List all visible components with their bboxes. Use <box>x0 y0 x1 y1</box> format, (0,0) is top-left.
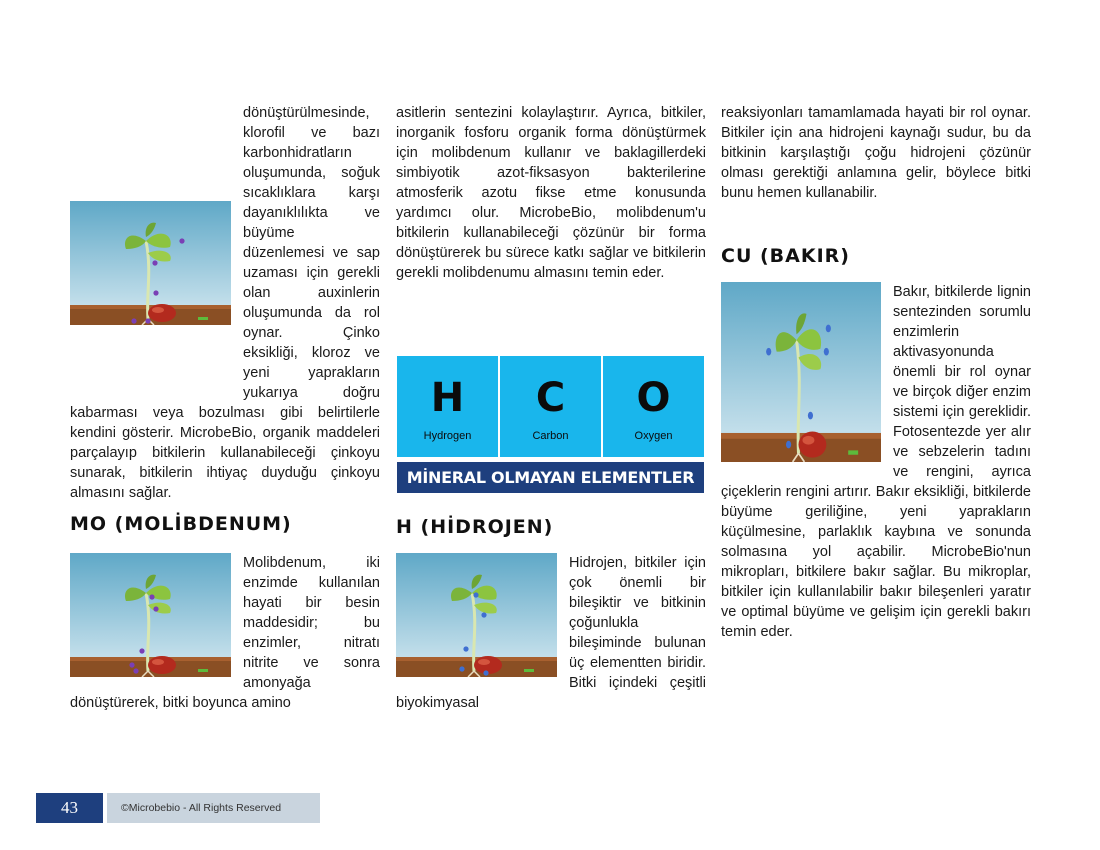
element-tile <box>603 356 704 457</box>
nutrient-dot <box>459 666 464 671</box>
nutrient-dot <box>766 348 771 356</box>
non-mineral-banner: MİNERAL OLMAYAN ELEMENTLER <box>397 462 704 493</box>
element-tile <box>500 356 601 457</box>
nutrient-dot <box>473 592 478 597</box>
nutrient-dot <box>152 260 157 265</box>
element-name: Hydrogen <box>423 430 472 442</box>
zn-text-lead: dönüştürülmesinde, klorofil ve bazı karbonhidratların oluşumunda, soğuk sıcaklıklara karşı dayanıklılıkta ve büyüme düzenlemesi ve sap uzaması için gerekli olan auxinlerin oluşumunda da rol oynar. Çinko eksikliği, kloroz ve yeni yaprakların yukarıya doğru kabarması veya bozulması gibi belirtilerle kendini gösterir. MicrobeBio, organik maddeleri parçalayıp bitkilerin kullanabileceği çinkoyu sunarak, bitkilerin ihtiyaç duyduğu çinkoyu almasını sağlar. <box>70 105 380 501</box>
nutrient-dot <box>139 648 144 653</box>
plant-image-h <box>396 553 557 677</box>
cu-text: Bakır, bitkilerde lignin sentezinden sorumlu enzimlerin aktivasyonunda önemli bir rol oynar ve birçok diğer enzim sistemi için gereklidir. Fotosentezde yer alır ve sebzelerin tadını ve rengini, ayrıca çiçeklerin rengini artırır. Bakır eksikliği, bitkilerde büyüme geriliğine, yeni yaprakların küçülmesine, parlaklık kaybına ve sonunda solmasına yol açabilir. MicrobeBio'nun mikropları, bitkilere bakır sağlar. Bu mikroplar, bitkiler için kullanılabilir bakır bileşenleri yaratır ve optimal büyüme ve gelişim için gerekli bakırı temin eder. <box>721 284 1031 640</box>
element-name: Oxygen <box>634 430 673 442</box>
h-text: Hidrojen, bitkiler için çok önemli bir bileşiktir ve bitkinin çoğunlukla bileşiminde bulunan üç elementten biridir. Bitki içindeki çeşitli biyokimyasal <box>396 555 706 711</box>
nutrient-dot <box>483 670 488 675</box>
nutrient-dot <box>179 238 184 243</box>
nutrient-dot <box>463 646 468 651</box>
element-tiles <box>397 356 704 493</box>
mo-text: Molibdenum, iki enzimde kullanılan hayati bir besin maddesidir; bu enzimler, nitratı nitrite ve sonra amonyağa dönüştürerek, bitki boyunca amino <box>70 555 380 711</box>
plant-image-cu <box>721 282 881 462</box>
nutrient-dot <box>786 441 791 449</box>
plant-image-zn <box>70 201 231 325</box>
plant-illustration <box>721 282 881 462</box>
section-heading-cu: CU (BAKIR) <box>721 245 850 267</box>
page-number: 43 <box>36 793 103 823</box>
nutrient-dot <box>808 412 813 420</box>
mo-text-continued: asitlerin sentezini kolaylaştırır. Ayrıca, bitkiler, inorganik fosforu organik forma dönüştürmek için molibdenum kullanır ve baklagillerdeki simbiyotik azot-fiksasyon bakterilerine atmosferik azotu fikse etme konusunda yardımcı olur. MicrobeBio, molibdenum'u bitkilerin kullanabileceği çözünür bir forma dönüştürerek bu sürece katkı sağlar ve bitkilerin gerekli molibdenumu almasını temin eder. <box>396 105 706 281</box>
element-symbol: O <box>636 375 671 421</box>
element-symbol: C <box>535 375 566 421</box>
nutrient-dot <box>133 668 138 673</box>
nutrient-dot <box>824 348 829 356</box>
element-name: Carbon <box>532 430 569 442</box>
copyright-footer: ©Microbebio - All Rights Reserved <box>107 793 320 823</box>
plant-illustration <box>70 201 231 325</box>
mo-section <box>70 553 380 713</box>
nutrient-dot <box>145 318 150 323</box>
nutrient-dot <box>153 606 158 611</box>
column-middle <box>396 103 706 283</box>
section-heading-h: H (HİDROJEN) <box>396 516 554 538</box>
cu-section <box>721 282 1031 642</box>
h-section <box>396 553 706 713</box>
nutrient-dot <box>826 325 831 333</box>
plant-illustration <box>396 553 557 677</box>
nutrient-dot <box>153 290 158 295</box>
nutrient-dot <box>149 594 154 599</box>
plant-illustration <box>70 553 231 677</box>
element-symbol: H <box>430 375 465 421</box>
column-right <box>721 103 1031 203</box>
nutrient-dot <box>481 612 486 617</box>
plant-image-mo <box>70 553 231 677</box>
h-text-continued: reaksiyonları tamamlamada hayati bir rol oynar. Bitkiler için ana hidrojeni kaynağı sudur, bu da bitkinin karşılaştığı çoğu hidrojeni çözünür olması gerektiği anlamına gelir, böylece bitki bunu hemen kullanabilir. <box>721 105 1031 201</box>
section-heading-mo: MO (MOLİBDENUM) <box>70 513 292 535</box>
element-tile <box>397 356 498 457</box>
nutrient-dot <box>131 318 136 323</box>
nutrient-dot <box>129 662 134 667</box>
